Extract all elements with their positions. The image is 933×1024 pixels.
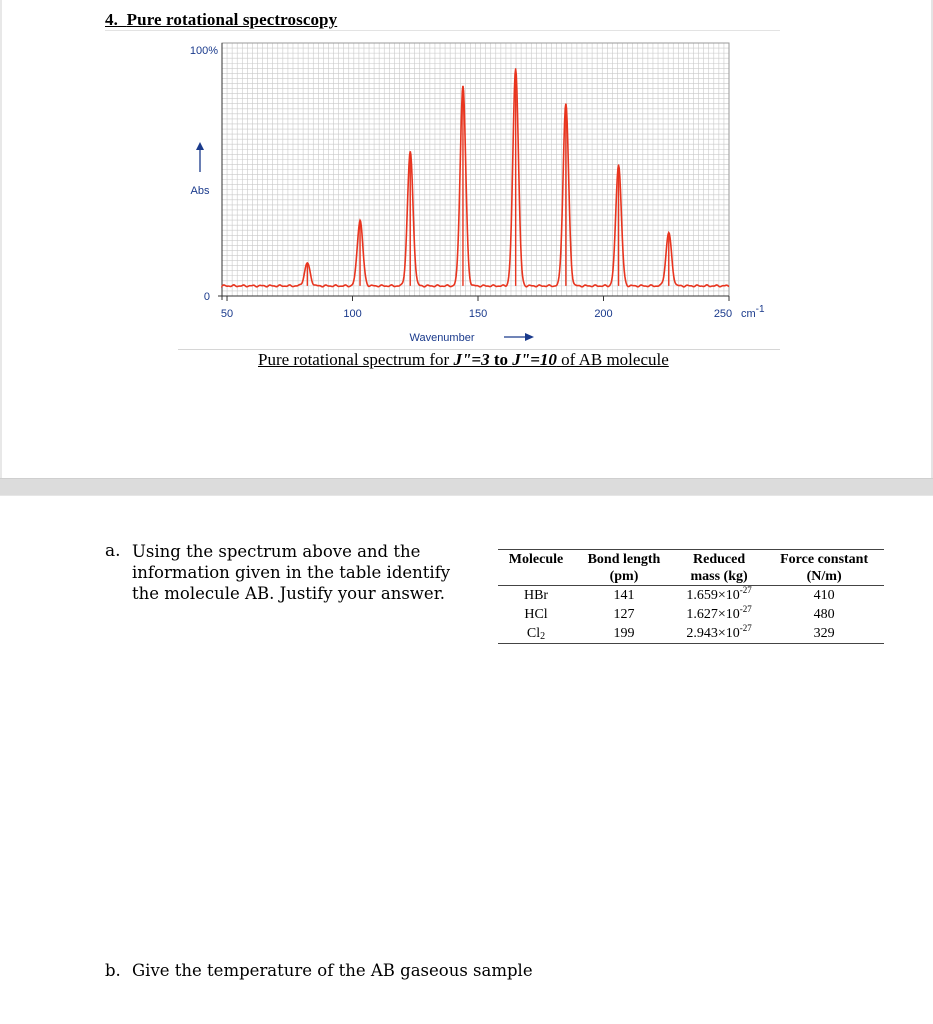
table-row: [498, 624, 884, 644]
cell-force-constant: 480: [813, 607, 835, 622]
cell-force-constant: 329: [764, 624, 884, 644]
chart-grid: [222, 43, 729, 296]
mass-mantissa: 1.659×10: [686, 588, 740, 603]
section-heading: [105, 10, 337, 30]
x-unit-label: cm-1: [741, 304, 765, 320]
y-arrowhead-icon: [196, 142, 204, 150]
y-axis-label: Abs: [190, 185, 210, 197]
caption-j-start: J"=3: [453, 350, 490, 369]
mass-exponent: -27: [739, 604, 752, 614]
cell-molecule: HBr: [523, 588, 549, 603]
question-b: [105, 961, 533, 980]
header-reduced-mass-unit: mass (kg): [674, 568, 764, 586]
header-reduced-mass: Reduced: [674, 550, 764, 569]
x-axis-label: Wavenumber: [409, 332, 475, 344]
molecule-table: [498, 549, 884, 644]
y-bottom-label: 0: [203, 291, 210, 303]
page-divider: [0, 478, 933, 496]
header-bond-length-unit: (pm): [574, 568, 674, 586]
section-title: Pure rotational spectroscopy: [126, 10, 338, 29]
question-a-letter: a.: [105, 541, 121, 561]
caption-j-end: J"=10: [512, 350, 557, 369]
question-b-text: Give the temperature of the AB gaseous sample: [132, 961, 533, 980]
cell-force-constant: 410: [813, 588, 835, 603]
cell-bond-length: 141: [613, 588, 635, 603]
x-arrowhead-icon: [525, 333, 534, 341]
x-tick-label: 200: [594, 308, 613, 320]
mass-mantissa: 2.943×10: [686, 626, 740, 641]
cell-molecule: [498, 624, 574, 644]
x-tick-label: 250: [713, 308, 733, 320]
question-b-letter: b.: [105, 961, 121, 980]
table-row: [498, 605, 884, 624]
title-rule: [105, 30, 780, 31]
header-force-constant: Force constant: [764, 550, 884, 569]
x-ticks: [221, 296, 732, 320]
question-a-text: Using the spectrum above and the information given in the table identify the molecule AB. Justify your answer.: [132, 542, 451, 603]
figure-caption: [258, 350, 669, 370]
caption-prefix: Pure rotational spectrum for: [258, 350, 454, 369]
y-top-label: 100%: [189, 45, 218, 57]
section-number: 4.: [105, 10, 118, 29]
molecule-subscript: 2: [540, 631, 546, 642]
header-molecule-unit: [498, 568, 574, 586]
cell-reduced-mass: [674, 605, 764, 624]
header-force-constant-unit: (N/m): [764, 568, 884, 586]
header-molecule: Molecule: [498, 550, 574, 569]
spectrum-chart: [170, 32, 790, 350]
x-tick-label: 150: [468, 308, 488, 320]
cell-reduced-mass: [674, 586, 764, 606]
cell-bond-length: 199: [574, 624, 674, 644]
x-tick-label: 100: [343, 308, 362, 320]
caption-to: to: [489, 350, 513, 369]
cell-molecule: HCl: [524, 607, 548, 622]
mass-mantissa: 1.627×10: [686, 607, 740, 622]
header-bond-length: Bond length: [574, 550, 674, 569]
mass-exponent: -27: [739, 585, 752, 595]
x-tick-label: 50: [220, 308, 234, 320]
molecule-symbol: Cl: [526, 626, 541, 641]
table-row: [498, 586, 884, 606]
cell-bond-length: 127: [613, 607, 635, 622]
caption-suffix: of AB molecule: [556, 350, 669, 369]
mass-exponent: -27: [739, 623, 752, 633]
cell-reduced-mass: [674, 624, 764, 644]
